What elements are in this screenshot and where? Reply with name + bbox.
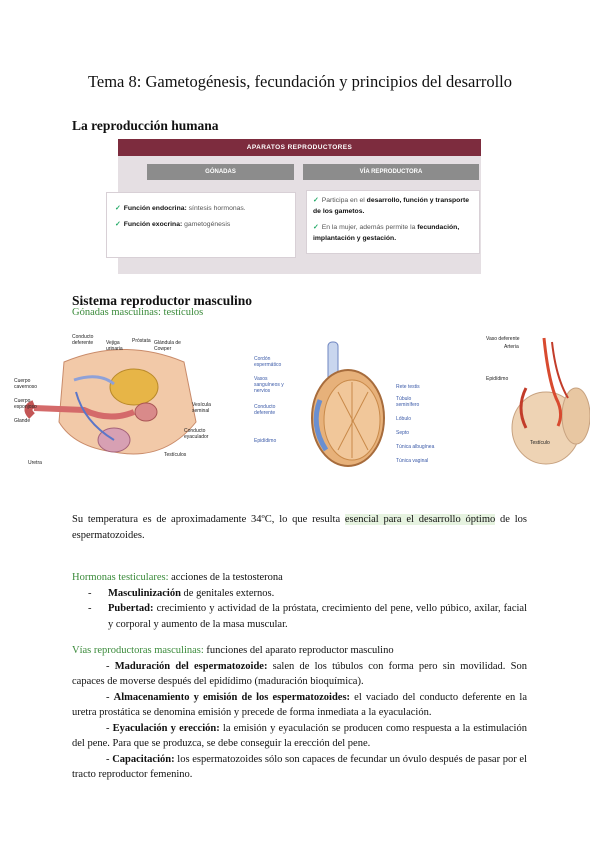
check-icon: ✓ xyxy=(313,197,319,204)
label-testiculos: Testículos xyxy=(164,452,187,458)
label-conducto-eyaculador: Conducto eyaculador xyxy=(184,428,209,440)
figure-testis-section xyxy=(250,340,450,470)
hormone-item: - Pubertad: crecimiento y actividad de la próstata, crecimiento del pene, vello púbico, axilar, facial y corporal y aumento de la masa muscular. xyxy=(72,601,527,632)
label-epididimo: Epidídimo xyxy=(254,438,277,444)
gonadas-item: ✓ Función endocrina: síntesis hormonas. xyxy=(115,205,246,212)
label-arteria: Arteria xyxy=(504,344,519,350)
label-rete: Rete testis xyxy=(396,384,420,390)
label-conducto: Conducto deferente xyxy=(254,404,276,416)
label-cuerpo-cavernoso: Cuerpo cavernoso xyxy=(14,378,38,390)
gonadas-card xyxy=(106,192,296,258)
label-prostata: Próstata xyxy=(132,338,151,344)
vias-item: - Almacenamiento y emisión de los espermatozoides: el vaciado del conducto deferente en la uretra prostática se denomina emisión y precede de forma inmediata a la eyaculación. xyxy=(72,691,527,718)
vias-heading: Vías reproductoras masculinas: xyxy=(72,645,204,656)
vias-block: Vías reproductoras masculinas: funciones del aparato reproductor masculino - Maduración del espermatozoide: salen de los túbulos con forma pero sin movilidad. Son capaces de moverse después del epidídimo (maduración bioquímica). - Almacenamiento y emisión de los espermatozoides: el vaciado del conducto deferente en la uretra prostática se denomina emisión y precede de forma inmediata a la eyaculación. - Eyaculación y erección: la emisión y eyaculación se producen como respuesta a la estimulación del pene. Para que se produzca, se debe conseguir la erección del pene. - Capacitación: los espermatozoides sólo son capaces de fecundar un óvulo después de pasar por el tracto reproductor femenino. xyxy=(72,643,527,783)
label-uretra: Uretra xyxy=(28,460,42,466)
check-icon: ✓ xyxy=(313,224,319,231)
label-vasos: Vasos sanguíneos y nervios xyxy=(254,376,284,394)
label-vaso-deferente: Vaso deferente xyxy=(486,336,520,342)
via-reproductora-header: VÍA REPRODUCTORA xyxy=(303,164,479,180)
label-lobulo: Lóbulo xyxy=(396,416,412,422)
via-reproductora-card xyxy=(306,190,480,254)
label-testiculo: Testículo xyxy=(530,440,550,446)
label-albuginea: Túnica albugínea xyxy=(396,444,435,450)
via-item: ✓ En la mujer, además permite la fecundación, implantación y gestación. xyxy=(313,224,460,242)
label-glandula: Glándula de Cowper xyxy=(154,340,181,352)
section-heading-reproduccion: La reproducción humana xyxy=(72,118,219,133)
gonadas-item: ✓ Función exocrina: gametogénesis xyxy=(115,221,231,228)
figure-sagittal xyxy=(14,332,224,472)
hormones-heading: Hormonas testiculares: xyxy=(72,572,169,583)
check-icon: ✓ xyxy=(115,221,121,228)
diagram-banner: APARATOS REPRODUCTORES xyxy=(118,139,481,156)
testis-external-illustration xyxy=(486,328,590,468)
page-title: Tema 8: Gametogénesis, fecundación y principios del desarrollo xyxy=(87,72,513,91)
via-item: ✓ Participa en el desarrollo, función y transporte de los gametos. xyxy=(313,197,470,215)
hormones-block: Hormonas testiculares: acciones de la testosterona - Masculinización de genitales externos. - Pubertad: crecimiento y actividad de la próstata, crecimiento del pene, vello púbico, axilar, facial y corporal y aumento de la masa muscular. xyxy=(72,570,527,632)
subheading-gonadas: Gónadas masculinas: testículos xyxy=(72,307,204,318)
check-icon: ✓ xyxy=(115,205,121,212)
label-epididimo-ext: Epidídimo xyxy=(486,376,509,382)
label-conducto-deferente: Conducto deferente xyxy=(72,334,94,346)
vias-item: - Capacitación: los espermatozoides sólo son capaces de fecundar un óvulo después de pasar por el tracto reproductor femenino. xyxy=(72,753,528,780)
label-vaginal: Túnica vaginal xyxy=(396,458,429,464)
label-glande: Glande xyxy=(14,418,31,424)
label-vejiga: Vejiga urinaria xyxy=(106,340,123,352)
section-heading-masculino: Sistema reproductor masculino xyxy=(72,293,253,308)
label-tubulo: Túbulo seminífero xyxy=(396,396,420,408)
label-vesicula: Vesícula seminal xyxy=(192,402,211,414)
hormone-item: - Masculinización de genitales externos. xyxy=(72,586,527,602)
gonadas-header: GÓNADAS xyxy=(147,164,294,180)
label-cuerpo-esponjoso: Cuerpo esponjoso xyxy=(14,398,37,410)
label-cordon: Cordón espermático xyxy=(254,356,282,368)
temperature-highlight: esencial para el desarrollo óptimo xyxy=(344,514,496,525)
vias-item: - Maduración del espermatozoide: salen de los túbulos con forma pero sin movilidad. Son capaces de moverse después del epidídimo (maduración bioquímica). xyxy=(72,660,527,687)
temperature-paragraph: Su temperatura es de aproximadamente 34ºC, lo que resulta esencial para el desarrollo óptimo de los espermatozoides. xyxy=(72,514,527,541)
vias-item: - Eyaculación y erección: la emisión y eyaculación se producen como respuesta a la estimulación del pene. Para que se produzca, se debe conseguir la erección del pene. xyxy=(72,722,527,749)
label-septo: Septo xyxy=(396,430,410,436)
figure-testis-external xyxy=(486,328,590,468)
